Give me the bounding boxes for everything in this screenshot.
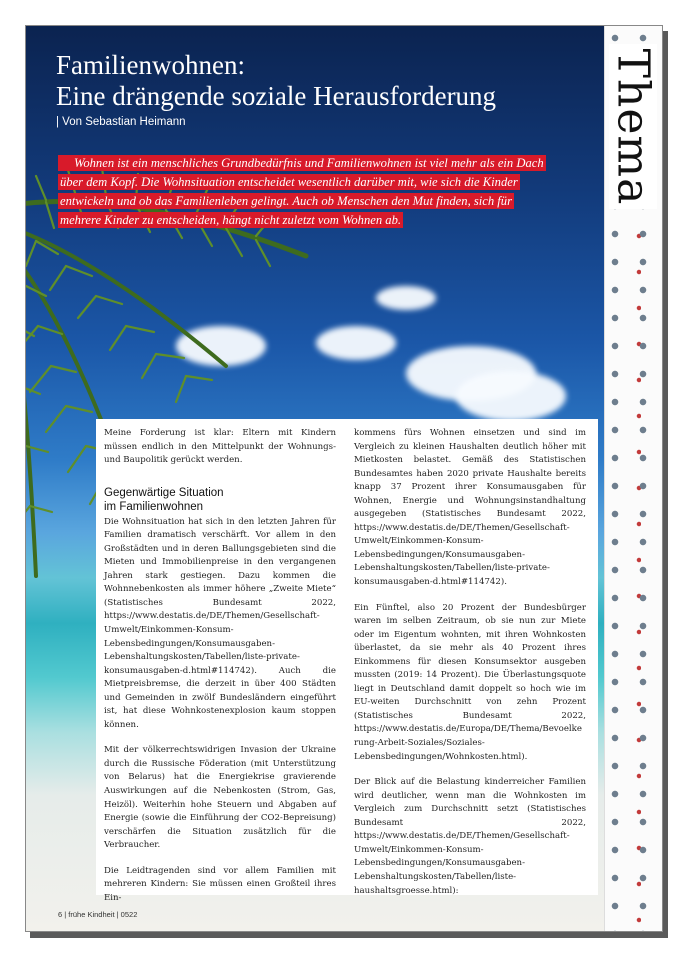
body-column-1 <box>104 427 336 917</box>
article-title <box>56 50 496 112</box>
paragraph: Der Blick auf die Belastung kinderreicher Familien wird deutlicher, wenn man die Wohnkosten im Vergleich zum Durchschnitt setzt (Statistisches Bundesamt 2022, https://www.destatis.de/DE/Themen/Gesellschaft-Umwelt/Einkommen-Konsum-Lebensbedingungen/Konsumausgaben-Lebenshaltungskosten/Tabellen/liste-haushaltsgroesse.html): <box>354 777 586 896</box>
body-column-2 <box>354 427 586 910</box>
paragraph: kommens fürs Wohnen einsetzen und sind im Vergleich zu kleinen Haushalten deutlich höher mit Mietkosten belastet. Gemäß des Statistischen Bundesamtes haben 2020 private Haushalte bereits knapp 37 Prozent ihrer Konsumausgaben für Wohnen, Energie und Wohnungsinstandhaltung ausgegeben (Statistisches Bundesamt 2022, https://www.destatis.de/DE/Themen/Gesellschaft-Umwelt/Einkommen-Konsum-Lebensbedingungen/Konsumausgaben-Lebenshaltungskosten/Tabellen/liste-private-konsumausgaben-d.html#114742). <box>354 428 586 588</box>
cloud <box>456 371 566 421</box>
page-footer: 6 | frühe Kindheit | 0522 <box>58 910 138 919</box>
paragraph: Mit der völkerrechtswidrigen Invasion der Ukraine durch die Russische Föderation (mit Unterstützung von Belarus) hat die Energiekrise gravierende Auswirkungen auf die Nebenkosten (Strom, Gas, Heizöl). Weiterhin hohe Steuern und Abgaben auf Energie (sowie die Einführung der CO2-Bepreisung) verschärfen die Situation zusätzlich für die Verbraucher. <box>104 745 336 851</box>
section-heading <box>104 486 336 514</box>
lead-line: über dem Kopf. Die Wohnsituation entscheidet wesentlich darüber mit, wie sich die Kinder <box>60 175 518 189</box>
heading-line: Gegenwärtige Situation <box>104 486 224 499</box>
lead-line: mehrere Kinder zu entscheiden, hängt nicht zuletzt vom Wohnen ab. <box>60 213 402 227</box>
section-label-box <box>609 44 657 209</box>
section-label: Thema <box>607 48 659 205</box>
lead-line: Wohnen ist ein menschliches Grundbedürfnis und Familienwohnen ist viel mehr als ein Dach <box>58 155 546 171</box>
title-line-2: Eine drängende soziale Herausforderung <box>56 81 497 111</box>
paragraph: Die Leidtragenden sind vor allem Familien mit mehreren Kindern: Sie müssen einen Großteil ihres Ein- <box>104 865 336 903</box>
paragraph: Meine Forderung ist klar: Eltern mit Kindern müssen endlich in den Mittelpunkt der Wohnungs- und Baupolitik gerückt werden. <box>104 428 336 466</box>
title-line-1: Familienwohnen: <box>56 50 245 80</box>
cloud <box>376 286 436 310</box>
heading-line: im Familienwohnen <box>104 500 204 513</box>
lead-line: entwickeln und ob das Familienleben gelingt. Auch ob Menschen den Mut finden, sich für <box>60 194 512 208</box>
magazine-page <box>25 25 663 932</box>
lead-paragraph <box>58 154 558 230</box>
paragraph: Ein Fünftel, also 20 Prozent der Bundesbürger waren im selben Zeitraum, ob sie nun zur Miete oder im Eigentum wohnten, mit ihren Wohnkosten überlastet, da sie mehr als 40 Prozent ihres Einkommens für diesen Konsumsektor ausgeben mussten (2019: 14 Prozent). Die Überlastungsquote liegt in Deutschland damit doppelt so hoch wie im EU-weiten Durchschnitt von zehn Prozent (Statistisches Bundesamt 2022, https://www.destatis.de/Europa/DE/Thema/Bevoelkerung-Arbeit-Soziales/Soziales-Lebensbedingungen/Wohnkosten.html). <box>354 602 586 762</box>
article-body <box>96 419 598 903</box>
author-byline: | Von Sebastian Heimann <box>56 116 186 128</box>
paragraph: Die Wohnsituation hat sich in den letzten Jahren für Familien dramatisch verschärft. Vor allem in den Großstädten und in deren Ballungsgebieten sind die Mieten und Immobilienpreise in den vergangenen Jahren stark gestiegen. Dazu kommen die Wohnnebenkosten als immer höhere „Zweite Miete“ (Statistisches Bundesamt 2022, https://www.destatis.de/DE/Themen/Gesellschaft-Umwelt/Einkommen-Konsum-Lebensbedingungen/Konsumausgaben-Lebenshaltungskosten/Tabellen/liste-private-konsumausgaben-d.html#114742). Auch die Mietpreisbremse, die derzeit in über 400 Städten und Gemeinden in zwölf Bundesländern eingeführt ist, hat diese Wohnkostenexplosion kaum stoppen können. <box>104 516 336 730</box>
